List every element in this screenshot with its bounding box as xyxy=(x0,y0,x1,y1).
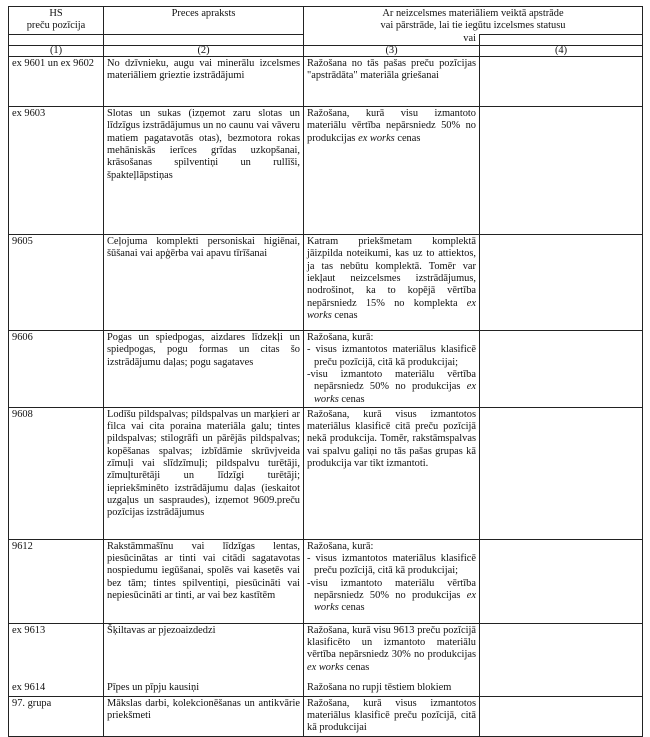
hs-code: ex 9601 un ex 9602 xyxy=(9,57,104,107)
alternative-rule xyxy=(480,623,643,681)
processing-rule: Ražošana, kurā visus izmantotos materiālus klasificē preču pozīcijā, citā kā produkcijai xyxy=(304,696,480,736)
hs-code: ex 9603 xyxy=(9,107,104,235)
alternative-rule xyxy=(480,681,643,696)
column-number-2: (2) xyxy=(104,46,304,57)
description: Ceļojuma komplekti personiskai higiēnai, šūšanai vai apģērba vai apavu tīrīšanai xyxy=(104,235,304,331)
hs-code: 97. grupa xyxy=(9,696,104,736)
description: No dzīvnieku, augu vai minerālu izcelsmes materiāliem grieztie izstrādājumi xyxy=(104,57,304,107)
table-row xyxy=(9,696,643,736)
description: Rakstāmmašīnu vai līdzīgas lentas, piesūcinātas ar tinti vai citādi sagatavotas nospiedumu iegūšanai, spolēs vai kasetēs vai bez tām; tintes spilventiņi, piesūcināti vai nepiesūcināti ar tinti, ar vai bez kastītēm xyxy=(104,539,304,623)
hs-code: ex 9614 xyxy=(9,681,104,696)
column-number-row xyxy=(9,46,643,57)
column-number-1: (1) xyxy=(9,46,104,57)
table-row xyxy=(9,539,643,623)
header-processing xyxy=(304,7,643,35)
header-processing-line2: vai pārstrāde, lai tie iegūtu izcelsmes statusu xyxy=(380,20,566,32)
alternative-rule xyxy=(480,696,643,736)
description: Mākslas darbi, kolekcionēšanas un antikvārie priekšmeti xyxy=(104,696,304,736)
description: Slotas un sukas (izņemot zaru slotas un līdzīgus izstrādājumus un no caunu vai vāveru matiem pagatavotās otas), bezmotora rokas mehāniskās ierīces grīdas uzkopšanai, krāsošanas spilventiņi un rullīši, špakteļlāpstiņas xyxy=(104,107,304,235)
alternative-rule xyxy=(480,407,643,539)
processing-rule: Ražošana, kurā visu 9613 preču pozīcijā klasificēto un izmantoto materiālu vērtība nepārsniedz 30% no produkcijas ex works cenas xyxy=(304,623,480,681)
description: Lodīšu pildspalvas; pildspalvas un marķieri ar filca vai cita poraina materiāla galu; tintes pildspalvas; stilogrāfi un pārējās pildspalvas; kopēšanas spalvas; izbīdāmie skrūvjveida zīmuļi vai slīdzīmuļi; pildspalvu turētāji, zīmuļturētāji un līdzīgi turētāji; iepriekšminēto izstrādājumu daļas (ieskaitot uzgaļus un saspraudes), izņemot 9609.preču pozīcijas izstrādājumus xyxy=(104,407,304,539)
column-number-3: (3) xyxy=(304,46,480,57)
description: Pīpes un pīpju kausiņi xyxy=(104,681,304,696)
hs-code: 9606 xyxy=(9,331,104,408)
table-row xyxy=(9,407,643,539)
table-row xyxy=(9,623,643,681)
hs-code: 9612 xyxy=(9,539,104,623)
processing-rule: Ražošana no rupji tēstiem blokiem xyxy=(304,681,480,696)
alternative-rule xyxy=(480,539,643,623)
processing-rule: Ražošana, kurā visu izmantoto materiālu vērtība nepārsniedz 50% no produkcijas ex works cenas xyxy=(304,107,480,235)
header-row xyxy=(9,7,643,35)
table-row xyxy=(9,235,643,331)
column-number-4: (4) xyxy=(480,46,643,57)
alternative-rule xyxy=(480,331,643,408)
alternative-rule xyxy=(480,57,643,107)
table-row xyxy=(9,681,643,696)
hs-code: ex 9613 xyxy=(9,623,104,681)
rules-table xyxy=(8,6,643,737)
header-processing-line1: Ar neizcelsmes materiāliem veiktā apstrāde xyxy=(382,8,564,19)
processing-rule: Ražošana no tās pašas preču pozīcijas "apstrādāta" materiāla griešanai xyxy=(304,57,480,107)
alternative-rule xyxy=(480,107,643,235)
processing-rule: Katram priekšmetam komplektā jāizpilda noteikumi, kas uz to attiektos, ja tas nebūtu komplektā. Tomēr var iekļaut neizcelsmes izstrādājumus, nodrošinot, ka to kopējā vērtība nepārsniedz 15% no komplekta ex works cenas xyxy=(304,235,480,331)
header-or-label: vai xyxy=(304,34,480,46)
table-row xyxy=(9,331,643,408)
description: Šķiltavas ar pjezoaizdedzi xyxy=(104,623,304,681)
table-row xyxy=(9,57,643,107)
processing-rule: Ražošana, kurā visus izmantotos materiālus klasificē citā preču pozīcijā nekā produkcija. Tomēr, rakstāmspalvas vai spalvu galiņi no tās pašas grupas kā produkcija var tikt izmantoti. xyxy=(304,407,480,539)
header-hs-position: HS preču pozīcija xyxy=(9,7,104,35)
processing-rule: Ražošana, kurā: - visus izmantotos materiālus klasificē preču pozīcijā, citā kā produkcijai; -visu izmantoto materiālu vērtība nepārsniedz 50% no produkcijas ex works cenas xyxy=(304,331,480,408)
hs-code: 9608 xyxy=(9,407,104,539)
header-description: Preces apraksts xyxy=(104,7,304,35)
table-row xyxy=(9,107,643,235)
processing-rule: Ražošana, kurā: - visus izmantotos materiālus klasificē preču pozīcijā, citā kā produkcijai; -visu izmantoto materiālu vērtība nepārsniedz 50% no produkcijas ex works cenas xyxy=(304,539,480,623)
header-or-row xyxy=(9,34,643,46)
hs-code: 9605 xyxy=(9,235,104,331)
description: Pogas un spiedpogas, aizdares līdzekļi un spiedpogas, pogu formas un citas šo izstrādājumu daļas; pogu sagataves xyxy=(104,331,304,408)
alternative-rule xyxy=(480,235,643,331)
